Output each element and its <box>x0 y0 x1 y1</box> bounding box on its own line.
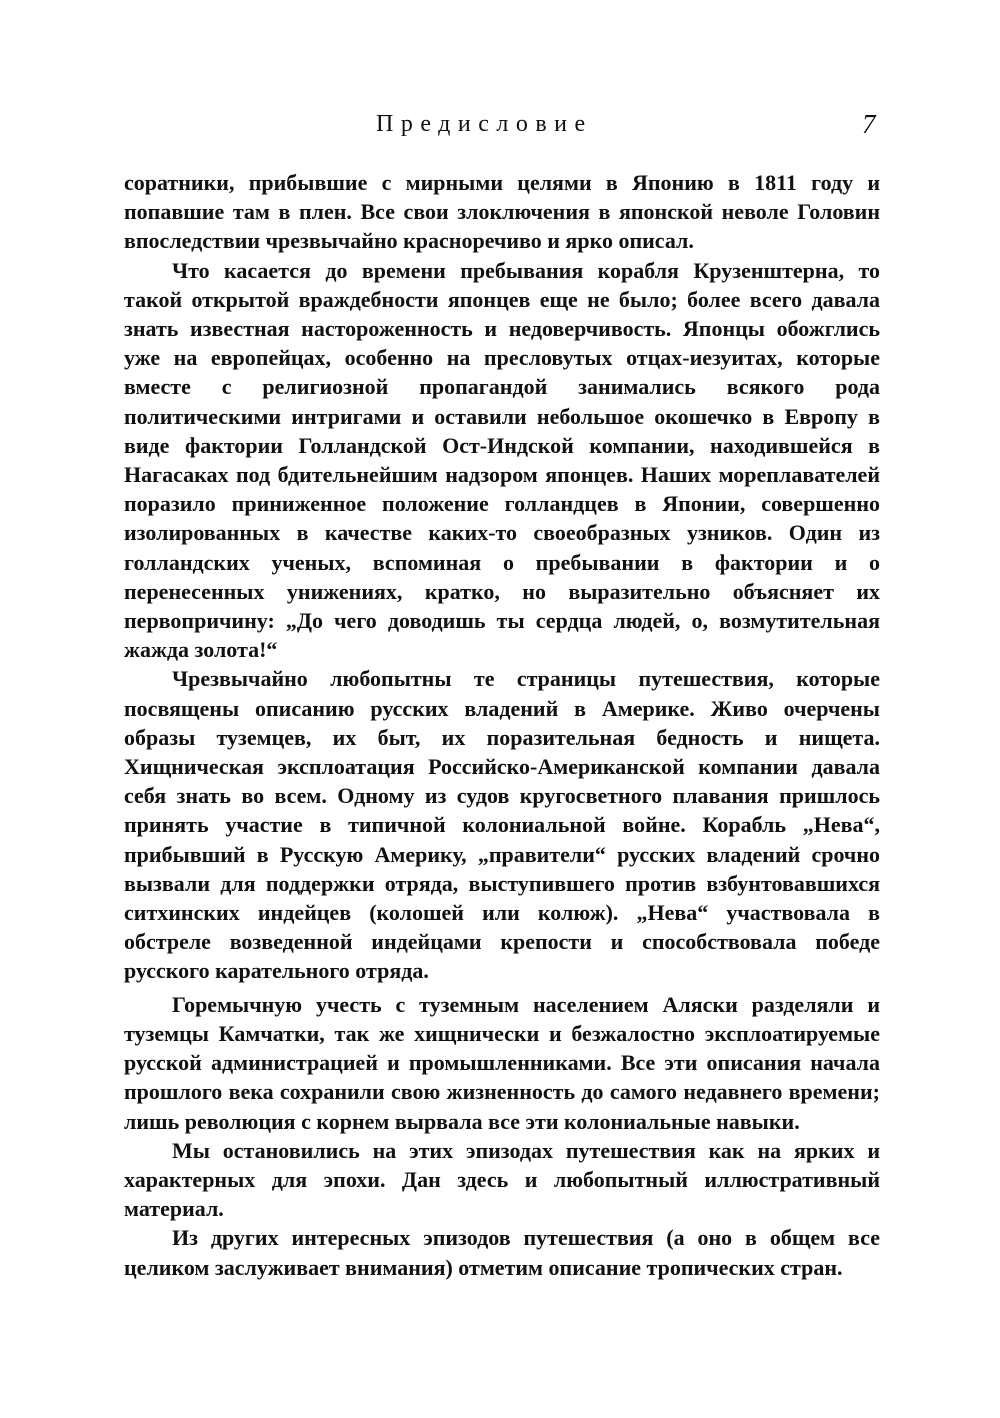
paragraph-6: Из других интересных эпизодов путешествия (а оно в общем все целиком заслуживает внимания) отметим описание тропических стран. <box>124 1225 880 1280</box>
running-header <box>0 108 1000 148</box>
paragraph-4: Горемычную учесть с туземным населением Аляски разделяли и туземцы Камчатки, так же хищнически и безжалостно эксплоатируемые русской администрацией и промышленниками. Все эти описания начала прошлого века сохранили свою жизненность до самого недавнего времени; лишь революция с корнем вырвала все эти колониальные навыки. <box>124 991 880 1134</box>
body-text <box>124 168 880 1282</box>
paragraph-2: Что касается до времени пребывания корабля Крузенштерна, то такой открытой враждебности японцев еще не было; более всего давала знать известная настороженность и недоверчивость. Японцы обожглись уже на европейцах, особенно на пресловутых отцах-иезуитах, которые вместе с религиозной пропагандой занимались всякого рода политическими интригами и оставили небольшое окошечко в Европу в виде фактории Голландской Ост-Индской компании, находившейся в Нагасаках под бдительнейшим надзором японцев. Наших мореплавателей поразило приниженное положение голландцев в Японии, совершенно изолированных в качестве каких-то своеобразных узников. Один из голландских ученых, вспоминая о пребывании в фактории и о перенесенных унижениях, кратко, но выразительно объясняет их первопричину: „До чего доводишь ты сердца людей, о, возмутительная жажда золота!“ <box>124 257 880 663</box>
paragraph-3: Чрезвычайно любопытны те страницы путешествия, которые посвящены описанию русских владений в Америке. Живо очерчены образы туземцев, их быт, их поразительная бедность и нищета. Хищническая эксплоатация Российско-Американской компании давала себя знать во всем. Одному из судов кругосветного плавания пришлось принять участие в типичной колониальной войне. Корабль „Нева“, прибывший в Русскую Америку, „правители“ русских владений срочно вызвали для поддержки отряда, выступившего против взбунтовавшихся ситхинских индейцев (колошей или колюж). „Нева“ участвовала в обстреле возведенной индейцами крепости и способствовала победе русского карательного отряда. <box>124 666 880 984</box>
page-number: 7 <box>862 109 876 139</box>
paragraph-5: Мы остановились на этих эпизодах путешествия как на ярких и характерных для эпохи. Дан здесь и любопытный иллюстративный материал. <box>124 1137 880 1222</box>
paragraph-1: соратники, прибывшие с мирными целями в Японию в 1811 году и попавшие там в плен. Все свои злоключения в японской неволе Головин впоследствии чрезвычайно красноречиво и ярко описал. <box>124 170 880 254</box>
chapter-title: Предисловие <box>376 111 593 137</box>
